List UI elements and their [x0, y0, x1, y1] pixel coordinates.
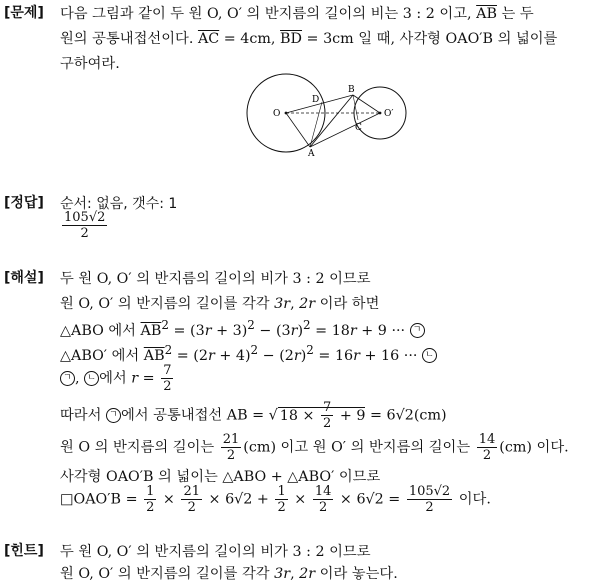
solution-line-2: 원 O, O′ 의 반지름의 길이를 각각 3r, 2r 이라 하면 — [60, 296, 380, 312]
solution-line-6: 따라서 ㄱ 에서 공통내접선 AB = √ 18 × $\frac{7}{2}$ + 9 = 6√2(cm) — [60, 400, 447, 431]
solution-line-9: □OAO′B = $\frac{1}{2}$ × $\frac{21}{2}$ × 6√2 + $\frac{1}{2}$ × $\frac{14}{2}$ × 6√2 = $\frac{105√2}{2}$ 이다. — [60, 484, 491, 515]
solution-line-4: △ABO′ 에서 $\overline{AB}^2 = (2r + 4)^2 - (2r)^2 = 16r + 16$ ··· ㄴ — [60, 343, 437, 365]
label-b: B — [348, 85, 355, 95]
answer-fraction — [60, 210, 109, 241]
label-o-prime: O′ — [384, 109, 394, 119]
solution-line-5: ㄱ , ㄴ 에서 r = $\frac{7}{2}$ — [60, 363, 175, 394]
problem-label: [문제] — [4, 5, 44, 21]
label-c: C — [355, 123, 362, 133]
solution-line-7: 원 O 의 반지름의 길이는 $\frac{21}{2}$ (cm) 이고 원 O′ 의 반지름의 길이는 $\frac{14}{2}$ (cm) 이다. — [60, 432, 569, 463]
hint-line-1: 두 원 O, O′ 의 반지름의 길이의 비가 3 : 2 이므로 — [60, 544, 371, 560]
problem-line-2: 원의 공통내접선이다. $\overline{AC} = 4cm$, $\overline{BD} = 3cm$ 일 때, 사각형 OAO′B 의 넓이를 — [60, 31, 558, 47]
answer-label: [정답] — [4, 195, 44, 211]
answer-numerator: 105√2 — [64, 210, 106, 225]
label-a: A — [308, 149, 315, 159]
label-o: O — [273, 109, 281, 119]
solution-label: [해설] — [4, 270, 44, 286]
hint-line-2: 원 O, O′ 의 반지름의 길이를 각각 3r, 2r 이라 놓는다. — [60, 566, 398, 582]
label-d: D — [312, 95, 320, 105]
problem-line-3: 구하여라. — [60, 56, 120, 72]
answer-denominator: 2 — [80, 226, 89, 241]
hint-label: [힌트] — [4, 543, 44, 559]
geometry-figure — [240, 72, 410, 160]
solution-line-8: 사각형 OAO′B 의 넓이는 △ABO + △ABO′ 이므로 — [60, 469, 381, 485]
solution-line-1: 두 원 O, O′ 의 반지름의 길이의 비가 3 : 2 이므로 — [60, 271, 371, 287]
solution-line-3: △ABO 에서 $\overline{AB}^2 = (3r + 3)^2 - (3r)^2 = 18r + 9$ ··· ㄱ — [60, 318, 425, 340]
problem-line-1: 다음 그림과 같이 두 원 O, O′ 의 반지름의 길이의 비는 3 : 2 이고, $\overline{AB}$ 는 두 — [60, 6, 534, 22]
answer-meta: 순서: 없음, 갯수: 1 — [60, 196, 178, 212]
